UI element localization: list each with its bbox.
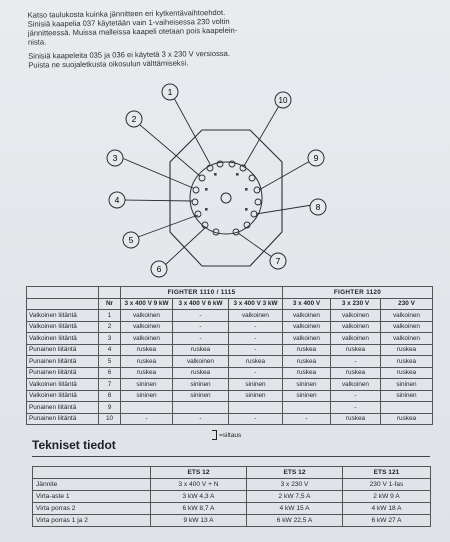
table-row bbox=[27, 390, 433, 402]
table-cell: sininen bbox=[283, 390, 331, 402]
table-cell: valkoinen bbox=[121, 321, 173, 333]
table-cell: 9 bbox=[99, 402, 121, 414]
pin-label-1: 1 bbox=[167, 87, 173, 97]
bridge-bracket-icon bbox=[212, 430, 217, 440]
table-cell: valkoinen bbox=[121, 333, 173, 345]
pin-label-10: 10 bbox=[278, 96, 288, 105]
pin-label-6: 6 bbox=[156, 264, 162, 274]
table-cell: valkoinen bbox=[381, 321, 433, 333]
table-group-header bbox=[27, 287, 433, 299]
table-cell: Punainen liitäntä bbox=[27, 402, 99, 414]
table-cell: ruskea bbox=[173, 367, 229, 379]
table-cell: ruskea bbox=[121, 344, 173, 356]
table-cell: ruskea bbox=[331, 344, 381, 356]
intro-line: jännitteessä. Muissa malleissa kaapeli otetaan pois kaapelein- bbox=[27, 25, 238, 38]
table-cell: Punainen liitäntä bbox=[27, 367, 99, 379]
table-cell: ruskea bbox=[121, 367, 173, 379]
table-row bbox=[33, 503, 431, 515]
pin-label-7: 7 bbox=[275, 256, 281, 266]
table-cell: 3 bbox=[99, 333, 121, 345]
legend bbox=[212, 430, 241, 440]
table-cell: valkoinen bbox=[331, 379, 381, 391]
table-cell: - bbox=[331, 390, 381, 402]
intro-paragraph-2 bbox=[28, 46, 408, 69]
column-header: 3 x 400 V bbox=[283, 298, 331, 310]
table-cell: 3 x 230 V bbox=[247, 479, 343, 491]
column-header: 3 x 400 V 9 kW bbox=[121, 298, 173, 310]
table-cell bbox=[381, 402, 433, 414]
table-cell: 6 kW 8,7 A bbox=[151, 503, 247, 515]
column-header: Nr bbox=[99, 298, 121, 310]
table-cell: valkoinen bbox=[331, 310, 381, 322]
connector-octagon bbox=[170, 130, 282, 266]
table-row bbox=[27, 367, 433, 379]
intro-line: Puista ne suojaletkusta oikosulun välttämiseksi. bbox=[28, 58, 189, 70]
table-cell: valkoinen bbox=[229, 310, 283, 322]
table-cell bbox=[173, 402, 229, 414]
table-cell bbox=[283, 402, 331, 414]
table-cell: 9 kW 13 A bbox=[151, 515, 247, 527]
connector-diagram bbox=[0, 72, 450, 282]
intro-text bbox=[28, 5, 409, 74]
connector-center bbox=[221, 193, 231, 203]
table-cell bbox=[229, 402, 283, 414]
table-row bbox=[27, 344, 433, 356]
table-cell: 2 bbox=[99, 321, 121, 333]
table-cell: 4 kW 15 A bbox=[247, 503, 343, 515]
column-header: ETS 121 bbox=[343, 467, 431, 479]
table-cell: 6 kW 22,5 A bbox=[247, 515, 343, 527]
table-cell: valkoinen bbox=[381, 310, 433, 322]
table-cell: 3 kW 4,3 A bbox=[151, 491, 247, 503]
column-header: ETS 12 bbox=[151, 467, 247, 479]
table-cell: - bbox=[331, 356, 381, 368]
table-cell: ruskea bbox=[381, 356, 433, 368]
legend-label: =siltaus bbox=[219, 431, 242, 439]
table-cell: ruskea bbox=[381, 413, 433, 425]
table-cell: 6 bbox=[99, 367, 121, 379]
table-cell: valkoinen bbox=[283, 310, 331, 322]
pin-label-8: 8 bbox=[315, 202, 321, 212]
table-cell: - bbox=[173, 413, 229, 425]
table-cell: 7 bbox=[99, 379, 121, 391]
table-cell: - bbox=[283, 413, 331, 425]
table-cell: 6 kW 27 A bbox=[343, 515, 431, 527]
table-cell: Punainen liitäntä bbox=[27, 344, 99, 356]
section-divider bbox=[32, 456, 430, 457]
terminal-marks bbox=[205, 173, 248, 211]
table-header-row bbox=[27, 298, 433, 310]
table-cell: valkoinen bbox=[121, 310, 173, 322]
wiring-table bbox=[26, 286, 433, 425]
table-cell: 2 kW 7,5 A bbox=[247, 491, 343, 503]
table-cell: Valkoinen liitäntä bbox=[27, 321, 99, 333]
table-cell: ruskea bbox=[331, 413, 381, 425]
column-header: ETS 12 bbox=[247, 467, 343, 479]
pin-label-2: 2 bbox=[131, 114, 137, 124]
pin-label-9: 9 bbox=[313, 153, 319, 163]
table-cell: ruskea bbox=[229, 356, 283, 368]
intro-line: Katso taulukosta kuinka jännitteen eri kytkentävaihtoehdot. bbox=[27, 7, 226, 20]
table-cell: valkoinen bbox=[283, 321, 331, 333]
table-cell: 8 bbox=[99, 390, 121, 402]
table-cell: - bbox=[229, 344, 283, 356]
table-cell: - bbox=[121, 413, 173, 425]
table-cell: ruskea bbox=[121, 356, 173, 368]
table-cell: - bbox=[173, 333, 229, 345]
table-cell: Jännite bbox=[33, 479, 151, 491]
table-row bbox=[27, 402, 433, 414]
table-cell: Virta-aste 1 bbox=[33, 491, 151, 503]
table-cell: ruskea bbox=[331, 367, 381, 379]
table-cell: - bbox=[229, 333, 283, 345]
pin-label-4: 4 bbox=[114, 195, 120, 205]
column-header: 3 x 400 V 6 kW bbox=[173, 298, 229, 310]
column-header: 230 V bbox=[381, 298, 433, 310]
table-cell: Punainen liitäntä bbox=[27, 413, 99, 425]
leader-lines bbox=[122, 98, 312, 266]
group-header-fighter-1110: FIGHTER 1110 / 1115 bbox=[121, 287, 283, 299]
table-cell: sininen bbox=[121, 379, 173, 391]
connector-ring bbox=[190, 162, 262, 234]
table-cell: - bbox=[229, 321, 283, 333]
section-title: Tekniset tiedot bbox=[32, 438, 116, 452]
column-header: 3 x 400 V 3 kW bbox=[229, 298, 283, 310]
table-cell: - bbox=[229, 367, 283, 379]
table-row bbox=[27, 356, 433, 368]
table-cell: 2 kW 9 A bbox=[343, 491, 431, 503]
table-cell: ruskea bbox=[283, 344, 331, 356]
table-cell: Virta porras 2 bbox=[33, 503, 151, 515]
table-cell: - bbox=[173, 321, 229, 333]
table-cell: sininen bbox=[381, 379, 433, 391]
column-header bbox=[27, 298, 99, 310]
table-cell: sininen bbox=[173, 390, 229, 402]
table-cell: Virta porras 1 ja 2 bbox=[33, 515, 151, 527]
table-row bbox=[27, 379, 433, 391]
intro-line: Sinisiä kaapeleita 035 ja 036 ei käytetä 3 x 230 V versiossa. bbox=[28, 48, 231, 61]
table-cell: Valkoinen liitäntä bbox=[27, 390, 99, 402]
table-row bbox=[33, 491, 431, 503]
table-cell: sininen bbox=[381, 390, 433, 402]
group-header-fighter-1120: FIGHTER 1120 bbox=[283, 287, 433, 299]
table-row bbox=[33, 515, 431, 527]
table-cell: Punainen liitäntä bbox=[27, 356, 99, 368]
table-row bbox=[33, 479, 431, 491]
intro-paragraph-1 bbox=[28, 5, 408, 46]
table-cell: - bbox=[331, 402, 381, 414]
column-header bbox=[33, 467, 151, 479]
table-cell: valkoinen bbox=[381, 333, 433, 345]
tech-table bbox=[32, 466, 431, 527]
table-cell: 1 bbox=[99, 310, 121, 322]
table-cell bbox=[121, 402, 173, 414]
table-row bbox=[27, 310, 433, 322]
table-cell: 230 V 1-fas bbox=[343, 479, 431, 491]
table-row bbox=[27, 413, 433, 425]
table-cell: sininen bbox=[121, 390, 173, 402]
table-cell: sininen bbox=[283, 379, 331, 391]
table-cell: valkoinen bbox=[173, 356, 229, 368]
table-cell: - bbox=[173, 310, 229, 322]
table-row bbox=[27, 321, 433, 333]
table-cell: sininen bbox=[229, 390, 283, 402]
table-cell: 10 bbox=[99, 413, 121, 425]
table-cell: ruskea bbox=[381, 367, 433, 379]
column-header: 3 x 230 V bbox=[331, 298, 381, 310]
pin-label-5: 5 bbox=[128, 235, 134, 245]
table-cell: 3 x 400 V + N bbox=[151, 479, 247, 491]
table-row bbox=[27, 333, 433, 345]
table-cell: valkoinen bbox=[331, 321, 381, 333]
table-cell: ruskea bbox=[381, 344, 433, 356]
intro-line: Sinisiä kaapelia 037 käytetään vain 1-vaiheisessa 230 voltin bbox=[27, 16, 230, 29]
connector-labels bbox=[107, 84, 326, 277]
table-cell: 4 bbox=[99, 344, 121, 356]
table-cell: - bbox=[229, 413, 283, 425]
table-header-row bbox=[33, 467, 431, 479]
intro-line: nista. bbox=[27, 37, 47, 47]
table-cell: Valkoinen liitäntä bbox=[27, 333, 99, 345]
table-cell: Valkoinen liitäntä bbox=[27, 379, 99, 391]
table-cell: 5 bbox=[99, 356, 121, 368]
table-cell: valkoinen bbox=[331, 333, 381, 345]
pin-label-3: 3 bbox=[112, 153, 118, 163]
table-cell: sininen bbox=[173, 379, 229, 391]
table-cell: ruskea bbox=[283, 356, 331, 368]
table-cell: sininen bbox=[229, 379, 283, 391]
table-cell: 4 kW 18 A bbox=[343, 503, 431, 515]
table-cell: ruskea bbox=[283, 367, 331, 379]
table-cell: ruskea bbox=[173, 344, 229, 356]
table-cell: valkoinen bbox=[283, 333, 331, 345]
table-cell: Valkoinen liitäntä bbox=[27, 310, 99, 322]
